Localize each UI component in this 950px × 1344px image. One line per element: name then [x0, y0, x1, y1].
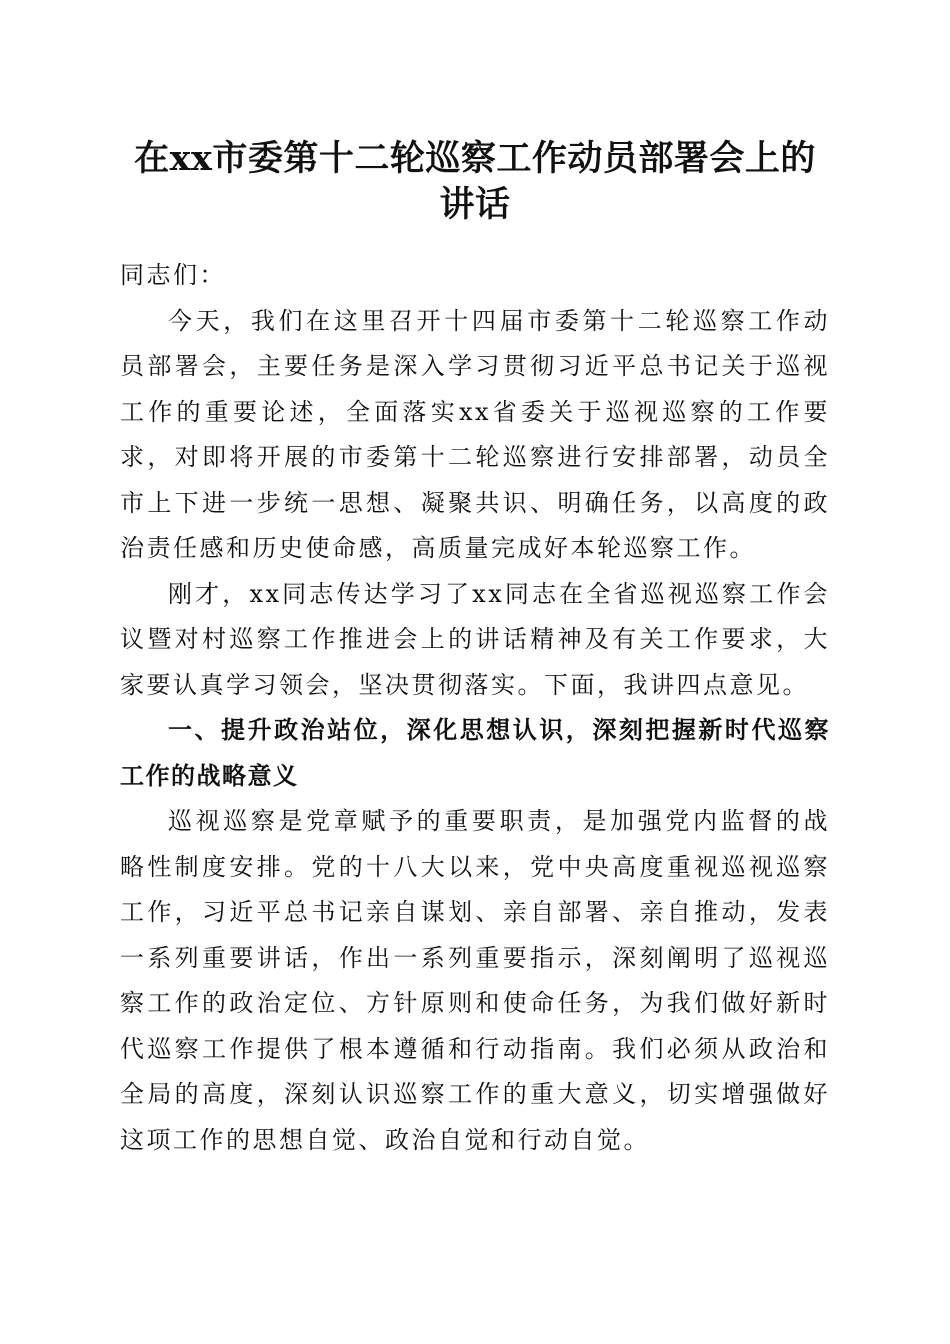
paragraph-3: 巡视巡察是党章赋予的重要职责，是加强党内监督的战略性制度安排。党的十八大以来，党中央高度重视巡视巡察工作，习近平总书记亲自谋划、亲自部署、亲自推动，发表一系列重要讲话，作出一系列重要指示，深刻阐明了巡视巡察工作的政治定位、方针原则和使命任务，为我们做好新时代巡察工作提供了根本遵循和行动指南。我们必须从政治和全局的高度，深刻认识巡察工作的重大意义，切实增强做好这项工作的思想自觉、政治自觉和行动自觉。: [120, 807, 830, 1154]
document-body: [120, 253, 830, 1163]
title-line-1: 在xx市委第十二轮巡察工作动员部署会上的: [134, 138, 816, 179]
document-title: [100, 136, 850, 228]
section-heading-1: 一、提升政治站位，深化思想认识，深刻把握新时代巡察工作的战略意义: [120, 716, 830, 790]
title-line-2: 讲话: [439, 184, 511, 225]
paragraph-1: 今天，我们在这里召开十四届市委第十二轮巡察工作动员部署会，主要任务是深入学习贯彻习近平总书记关于巡视工作的重要论述，全面落实xx省委关于巡视巡察的工作要求，对即将开展的市委第十二轮巡察进行安排部署，动员全市上下进一步统一思想、凝聚共识、明确任务，以高度的政治责任感和历史使命感，高质量完成好本轮巡察工作。: [120, 306, 830, 562]
paragraph-2: 刚才，xx同志传达学习了xx同志在全省巡视巡察工作会议暨对村巡察工作推进会上的讲话精神及有关工作要求，大家要认真学习领会，坚决贯彻落实。下面，我讲四点意见。: [120, 579, 830, 699]
salutation: 同志们：: [120, 261, 226, 289]
